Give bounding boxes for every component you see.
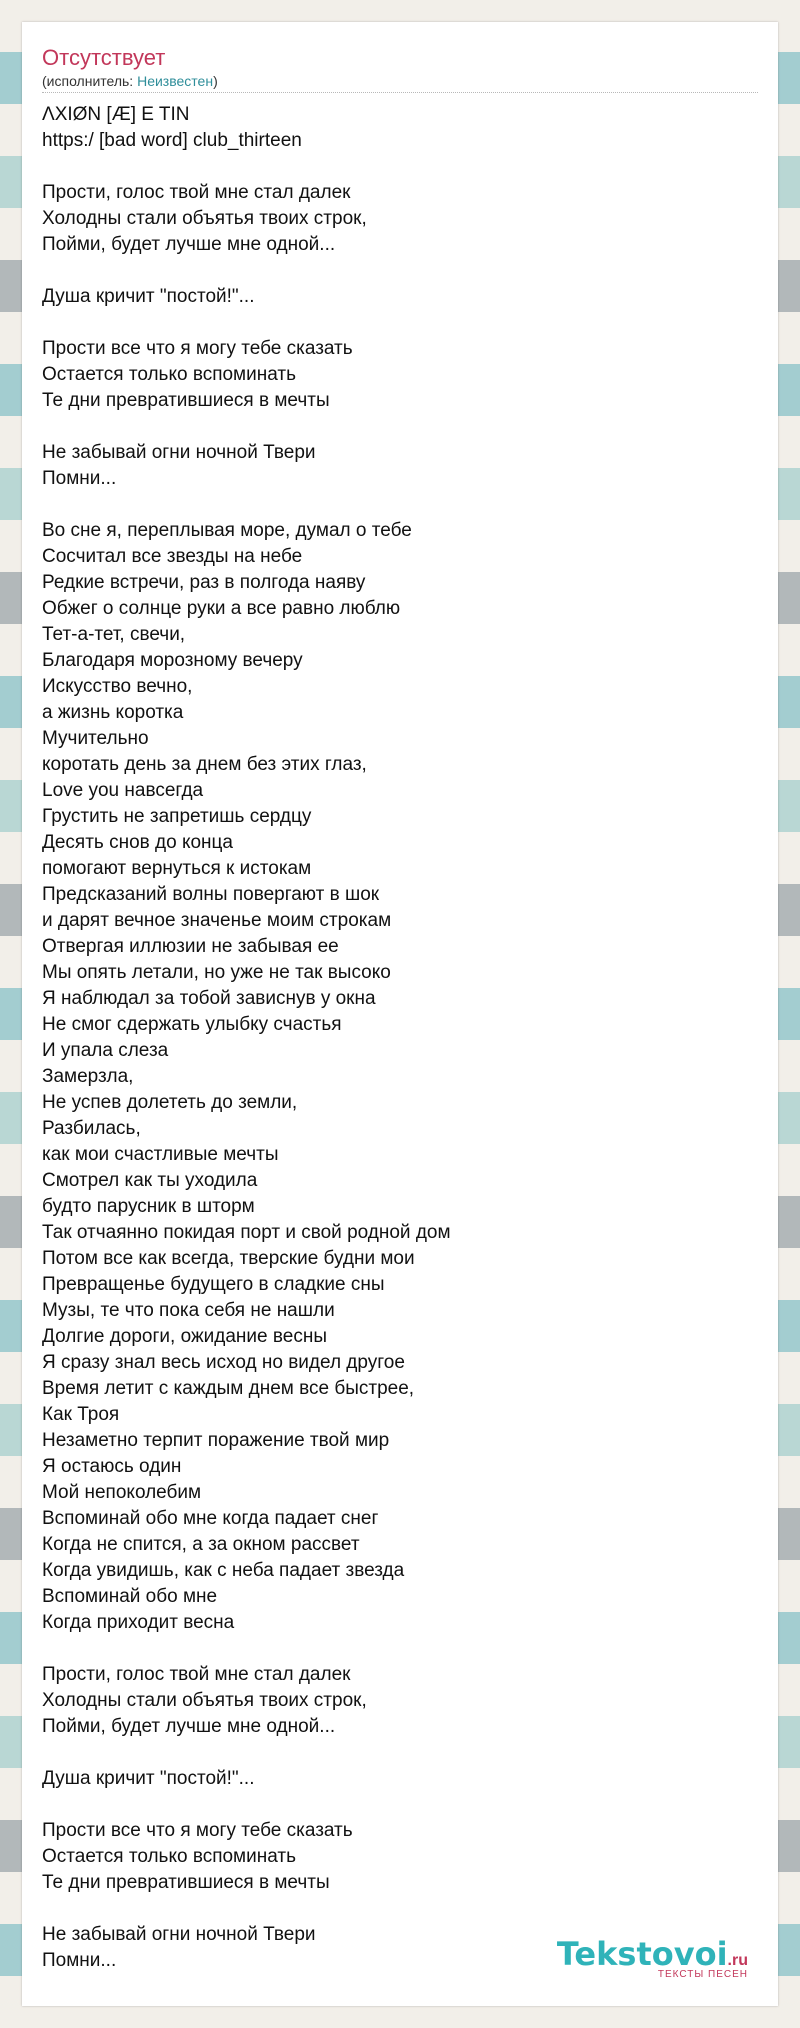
performer-link[interactable]: Неизвестен: [137, 73, 214, 89]
lyric-line: Обжег о солнце руки а все равно люблю: [42, 598, 401, 619]
lyric-line: [42, 492, 758, 518]
lyric-line: Время летит с каждым днем все быстрее,: [42, 1378, 415, 1399]
lyric-line: Искусство вечно,: [42, 676, 193, 697]
logo-suffix: .ru: [727, 1952, 748, 1969]
lyric-line: Когда увидишь, как с неба падает звезда: [42, 1560, 405, 1581]
lyric-line: Редкие встречи, раз в полгода наяву: [42, 572, 366, 593]
lyric-line: Холодны стали объятья твоих строк,: [42, 208, 367, 229]
lyric-line: Не успев долететь до земли,: [42, 1092, 298, 1113]
lyric-line: Предсказаний волны повергают в шок: [42, 884, 380, 905]
lyric-line: Грустить не запретишь сердцу: [42, 806, 312, 827]
lyrics-text: [42, 102, 758, 1974]
lyric-line: Помни...: [42, 1950, 117, 1971]
lyric-line: Не забывай огни ночной Твери: [42, 442, 316, 463]
lyric-line: Благодаря морозному вечеру: [42, 650, 303, 671]
lyric-line: И упала слеза: [42, 1040, 169, 1061]
performer-line: [42, 72, 758, 93]
lyric-line: Помни...: [42, 468, 117, 489]
lyric-line: Прости, голос твой мне стал далек: [42, 1664, 351, 1685]
lyric-line: [42, 154, 758, 180]
lyric-line: Те дни превратившиеся в мечты: [42, 390, 330, 411]
lyric-line: Долгие дороги, ожидание весны: [42, 1326, 327, 1347]
lyric-line: Десять снов до конца: [42, 832, 234, 853]
lyric-line: Когда не спится, а за окном рассвет: [42, 1534, 360, 1555]
lyric-line: Душа кричит "постой!"...: [42, 286, 255, 307]
lyric-line: Вспоминай обо мне когда падает снег: [42, 1508, 379, 1529]
lyric-line: будто парусник в шторм: [42, 1196, 255, 1217]
lyric-line: Пойми, будет лучше мне одной...: [42, 234, 336, 255]
performer-suffix: ): [213, 73, 218, 89]
lyric-line: ΛXIØN [Æ] E TIN: [42, 104, 190, 125]
lyric-line: Те дни превратившиеся в мечты: [42, 1872, 330, 1893]
lyric-line: [42, 414, 758, 440]
lyric-line: Пойми, будет лучше мне одной...: [42, 1716, 336, 1737]
lyric-line: Мы опять летали, но уже не так высоко: [42, 962, 391, 983]
lyric-line: Я наблюдал за тобой зависнув у окна: [42, 988, 376, 1009]
site-logo[interactable]: [557, 1935, 748, 1980]
lyric-line: Замерзла,: [42, 1066, 134, 1087]
logo-tagline: ТЕКСТЫ ПЕСЕН: [657, 1969, 748, 1980]
lyric-line: [42, 310, 758, 336]
lyric-line: а жизнь коротка: [42, 702, 184, 723]
lyric-line: Душа кричит "постой!"...: [42, 1768, 255, 1789]
lyric-line: Я остаюсь один: [42, 1456, 182, 1477]
lyric-line: [42, 1636, 758, 1662]
lyric-line: Прости все что я могу тебе сказать: [42, 1820, 353, 1841]
lyric-line: Я сразу знал весь исход но видел другое: [42, 1352, 405, 1373]
lyric-line: коротать день за днем без этих глаз,: [42, 754, 367, 775]
lyric-line: Когда приходит весна: [42, 1612, 235, 1633]
lyric-line: Так отчаянно покидая порт и свой родной дом: [42, 1222, 451, 1243]
lyric-line: Не забывай огни ночной Твери: [42, 1924, 316, 1945]
lyric-line: Остается только вспоминать: [42, 364, 296, 385]
lyric-line: Превращенье будущего в сладкие сны: [42, 1274, 385, 1295]
song-title: Отсутствует: [42, 45, 166, 70]
lyric-line: Смотрел как ты уходила: [42, 1170, 258, 1191]
lyric-line: Музы, те что пока себя не нашли: [42, 1300, 335, 1321]
lyric-line: Незаметно терпит поражение твой мир: [42, 1430, 390, 1451]
lyric-line: Прости, голос твой мне стал далек: [42, 182, 351, 203]
lyric-line: Отвергая иллюзии не забывая ее: [42, 936, 339, 957]
lyric-line: Не смог сдержать улыбку счастья: [42, 1014, 342, 1035]
lyric-line: Прости все что я могу тебе сказать: [42, 338, 353, 359]
lyric-line: Как Троя: [42, 1404, 120, 1425]
lyric-line: Вспоминай обо мне: [42, 1586, 218, 1607]
lyric-line: Холодны стали объятья твоих строк,: [42, 1690, 367, 1711]
lyric-line: Love you навсегда: [42, 780, 204, 801]
lyric-line: Мучительно: [42, 728, 149, 749]
lyric-line: Тет-а-тет, свечи,: [42, 624, 186, 645]
lyrics-card: [22, 22, 778, 2006]
lyric-line: Потом все как всегда, тверские будни мои: [42, 1248, 415, 1269]
lyric-line: Остается только вспоминать: [42, 1846, 296, 1867]
lyric-line: https:/ [bad word] club_thirteen: [42, 130, 302, 151]
lyric-line: [42, 258, 758, 284]
lyric-line: [42, 1896, 758, 1922]
lyric-line: как мои счастливые мечты: [42, 1144, 279, 1165]
lyric-line: и дарят вечное значенье моим строкам: [42, 910, 392, 931]
lyric-line: [42, 1740, 758, 1766]
lyric-line: [42, 1792, 758, 1818]
logo-name: Tekstovoi: [556, 1935, 728, 1973]
lyric-line: Во сне я, переплывая море, думал о тебе: [42, 520, 412, 541]
lyric-line: Сосчитал все звезды на небе: [42, 546, 303, 567]
performer-prefix: (исполнитель:: [42, 73, 138, 89]
lyric-line: Мой непоколебим: [42, 1482, 202, 1503]
lyric-line: помогают вернуться к истокам: [42, 858, 312, 879]
lyric-line: Разбилась,: [42, 1118, 141, 1139]
